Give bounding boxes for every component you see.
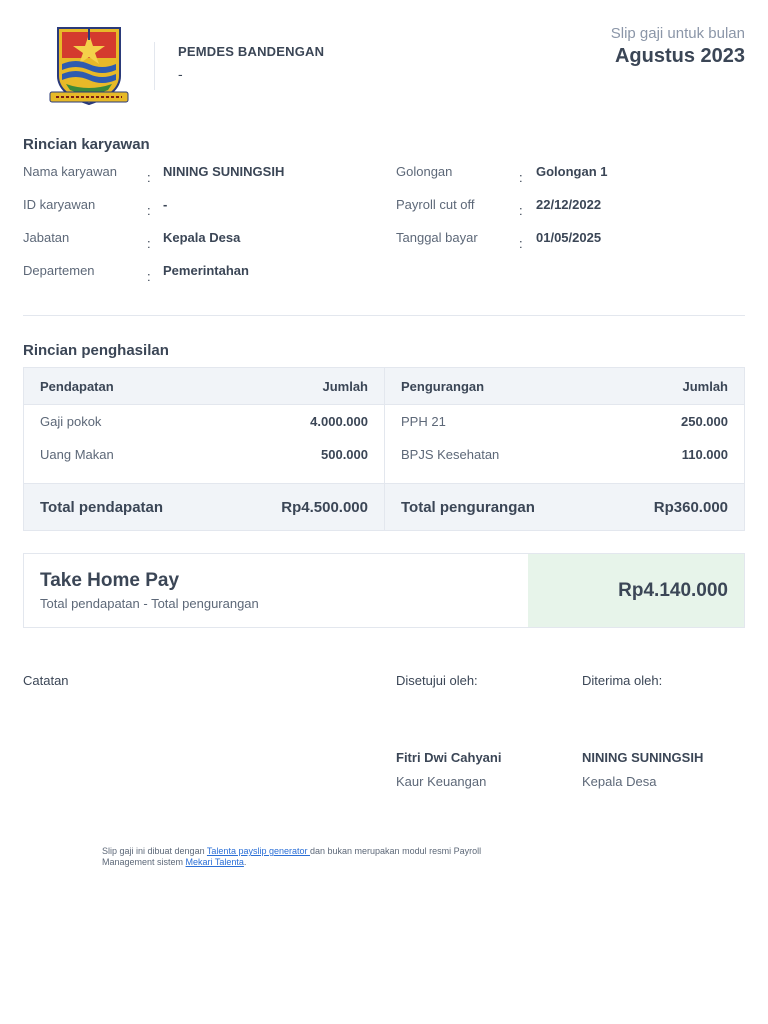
income-row-label: Uang Makan <box>40 447 114 462</box>
received-by-label: Diterima oleh: <box>582 673 663 688</box>
info-colon: : <box>147 170 151 185</box>
position-label: Jabatan <box>23 230 70 245</box>
employee-id-label: ID karyawan <box>23 197 96 212</box>
income-total-amount: Rp4.500.000 <box>281 499 368 516</box>
deductions-header-label: Pengurangan <box>401 379 485 394</box>
take-home-pay-subtitle: Total pendapatan - Total pengurangan <box>40 596 259 611</box>
employee-id-value: - <box>163 197 168 212</box>
earnings-table <box>23 367 745 531</box>
company-name: PEMDES BANDENGAN <box>178 44 325 59</box>
company-subtitle: - <box>178 66 183 82</box>
approver-name: Fitri Dwi Cahyani <box>396 750 502 765</box>
deductions-total-label: Total pengurangan <box>401 499 535 516</box>
take-home-pay-amount: Rp4.140.000 <box>618 580 728 601</box>
deductions-header-row <box>385 368 744 405</box>
info-colon: : <box>147 203 151 218</box>
employee-section-title: Rincian karyawan <box>23 136 150 153</box>
info-colon: : <box>147 269 151 284</box>
take-home-pay-box <box>23 553 745 628</box>
talenta-generator-link[interactable]: Talenta payslip generator <box>206 846 310 856</box>
income-header-label: Pendapatan <box>40 379 114 394</box>
info-colon: : <box>519 170 523 185</box>
footer-disclaimer <box>102 846 482 868</box>
deduction-row-amount: 250.000 <box>681 414 728 429</box>
payslip-header <box>0 0 768 120</box>
payroll-cutoff-label: Payroll cut off <box>396 197 475 212</box>
income-column <box>24 368 384 530</box>
receiver-name: NINING SUNINGSIH <box>582 750 704 765</box>
pay-date-label: Tanggal bayar <box>396 230 478 245</box>
deduction-row-amount: 110.000 <box>681 447 728 462</box>
slip-period-label: Slip gaji untuk bulan <box>610 25 745 42</box>
payroll-cutoff-value: 22/12/2022 <box>536 197 602 212</box>
take-home-pay-highlight <box>528 554 744 627</box>
income-total-label: Total pendapatan <box>40 499 164 516</box>
deduction-row-label: BPJS Kesehatan <box>401 447 500 462</box>
info-colon: : <box>147 236 151 251</box>
department-label: Departemen <box>23 263 95 278</box>
approved-by-label: Disetujui oleh: <box>396 673 478 688</box>
income-header-amount: Jumlah <box>322 379 368 394</box>
employee-name-value: NINING SUNINGSIH <box>163 164 285 179</box>
grade-label: Golongan <box>396 164 453 179</box>
income-row-amount: 500.000 <box>321 447 368 462</box>
info-colon: : <box>519 203 523 218</box>
notes-label: Catatan <box>23 673 69 688</box>
info-colon: : <box>519 236 523 251</box>
slip-period-month: Agustus 2023 <box>614 45 745 67</box>
deductions-column <box>384 368 744 530</box>
section-divider <box>23 315 745 316</box>
deductions-total-amount: Rp360.000 <box>653 499 728 516</box>
footer-text: Slip gaji ini dibuat dengan <box>102 846 207 856</box>
employee-name-label: Nama karyawan <box>23 164 117 179</box>
approver-role: Kaur Keuangan <box>396 774 487 789</box>
position-value: Kepala Desa <box>163 230 241 245</box>
header-divider <box>154 42 155 90</box>
deductions-header-amount: Jumlah <box>682 379 728 394</box>
deduction-row-label: PPH 21 <box>401 414 446 429</box>
income-row-label: Gaji pokok <box>40 414 102 429</box>
deductions-total-row <box>385 483 744 530</box>
pay-date-value: 01/05/2025 <box>536 230 602 245</box>
receiver-role: Kepala Desa <box>582 774 657 789</box>
take-home-pay-title: Take Home Pay <box>40 570 180 591</box>
income-total-row <box>24 483 384 530</box>
income-row-amount: 4.000.000 <box>310 414 368 429</box>
footer-text: . <box>243 857 247 867</box>
grade-value: Golongan 1 <box>536 164 608 179</box>
earnings-section-title: Rincian penghasilan <box>23 342 169 359</box>
regional-emblem-icon <box>46 24 132 108</box>
footer-text: dan bukan merupakan modul resmi Payroll Management sistem <box>102 846 482 867</box>
department-value: Pemerintahan <box>163 263 249 278</box>
income-header-row <box>24 368 384 405</box>
mekari-talenta-link[interactable]: Mekari Talenta <box>185 857 244 867</box>
